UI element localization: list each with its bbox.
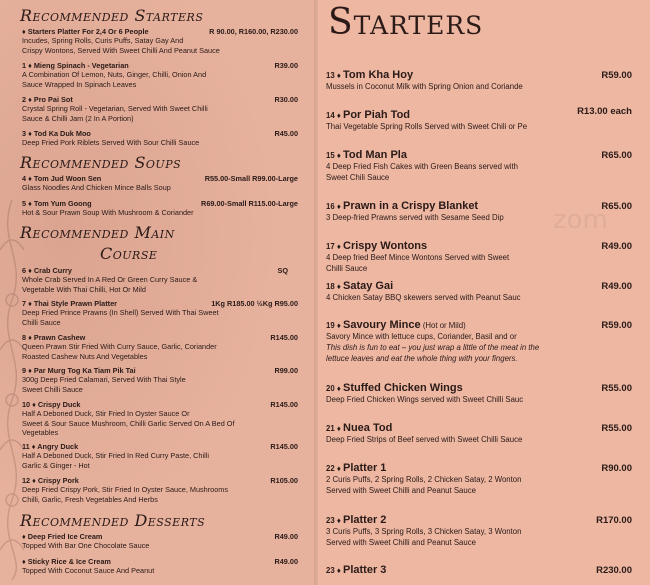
watermark: zom (553, 205, 608, 235)
item-number: 14 ♦ (326, 111, 341, 120)
item-price: R55.00 (601, 423, 632, 434)
recommended-desserts-heading: Recommended Desserts (20, 511, 206, 530)
item-desc: 4 Deep Fried Fish Cakes with Green Beans served with (326, 162, 518, 171)
item-price: R49.00 (601, 241, 632, 252)
item-desc: Crystal Spring Roll - Vegetarian, Served With Sweet Chilli (22, 104, 208, 114)
item-name: Tod Man Pla (343, 149, 407, 161)
item-title: 1 ♦ Mieng Spinach - Vegetarian (22, 61, 129, 70)
item-price: R30.00 (274, 95, 298, 104)
item-desc: Sweet Chilli Sauce (22, 384, 83, 394)
item-number: 15 ♦ (326, 151, 341, 160)
item-name: Platter 2 (343, 514, 387, 526)
item-desc: Sweet & Sour Sauce Mushroom, Chilli Garlic Served On A Bed Of (22, 418, 235, 428)
menu-item (22, 333, 298, 361)
item-price: R65.00 (601, 150, 632, 161)
item-price: R170.00 (596, 515, 632, 526)
starters-title: Starters (328, 2, 484, 43)
item-price: R49.00 (274, 557, 298, 566)
item-desc: Garlic & Ginger - Hot (22, 460, 90, 470)
item-desc: Chilli, Garlic, Fresh Vegetables And Herbs (22, 494, 158, 504)
item-number: 18 ♦ (326, 282, 341, 291)
item-title: ♦ Starters Platter For 2,4 Or 6 People (22, 27, 149, 36)
item-price: R105.00 (270, 476, 298, 485)
item-desc: Whole Crab Served In A Red Or Green Curry Sauce & (22, 275, 198, 285)
recommended-soups-heading: Recommended Soups (20, 153, 182, 172)
item-desc: Topped With Bar One Chocolate Sauce (22, 541, 150, 551)
item-desc: 4 Deep fried Beef Mince Wontons Served with Sweet (326, 253, 510, 262)
item-title: 4 ♦ Tom Jud Woon Sen (22, 174, 102, 183)
item-desc: 3 Deep-fried Prawns served with Sesame Seed Dip (326, 213, 504, 222)
menu-item (326, 383, 644, 405)
menu-item (326, 423, 644, 445)
menu-item (326, 201, 644, 223)
item-desc: Deep Fried Strips of Beef served with Sweet Chilli Sauce (326, 435, 523, 444)
menu-item (22, 174, 298, 193)
item-desc: Hot & Sour Prawn Soup With Mushroom & Coriander (22, 208, 194, 218)
item-price: R65.00 (601, 201, 632, 212)
menu-item (22, 129, 298, 148)
item-name: Savoury Mince (343, 319, 421, 331)
right-menu-panel (318, 0, 650, 585)
item-desc: Glass Noodles And Chicken Mince Balls Soup (22, 183, 171, 193)
item-price: R59.00 (601, 70, 632, 81)
item-price: R59.00 (601, 320, 632, 331)
menu-item (22, 61, 298, 89)
item-price: R69.00-Small R115.00-Large (201, 199, 298, 208)
item-price: SQ (277, 266, 288, 275)
menu-item (22, 199, 298, 218)
item-desc: 3 Curis Puffs, 3 Spring Rolls, 3 Chicken Satay, 3 Wonton (326, 527, 522, 536)
menu-item (22, 557, 298, 576)
item-desc: Vegetable With Thai Chilli, Hot Or Mild (22, 284, 146, 294)
menu-item (22, 476, 298, 504)
item-desc: Deep Fried Prince Prawns (In Shell) Served With Thai Sweet (22, 308, 219, 318)
item-desc: Queen Prawn Stir Fried With Curry Sauce, Garlic, Coriander (22, 342, 217, 352)
item-note-italic: This dish is fun to eat – you just wrap a little of the meat in the (326, 343, 540, 352)
item-price: R13.00 each (577, 106, 632, 117)
item-number: 20 ♦ (326, 384, 341, 393)
item-desc: Deep Fried Chicken Wings served with Sweet Chilli Sauc (326, 395, 524, 404)
item-price: R39.00 (274, 61, 298, 70)
item-number: 21 ♦ (326, 424, 341, 433)
item-price: R55.00-Small R99.00-Large (204, 174, 298, 183)
item-title: 2 ♦ Pro Pai Sot (22, 95, 73, 104)
menu-item (326, 515, 644, 548)
course-heading: Course (100, 244, 158, 263)
item-desc: Vegetables (22, 428, 59, 438)
item-desc: Savory Mince with lettuce cups, Coriander, Basil and or (326, 332, 517, 341)
item-price: R55.00 (601, 383, 632, 394)
item-name: Por Piah Tod (343, 109, 411, 121)
item-title: 12 ♦ Crispy Pork (22, 476, 79, 485)
item-price: R45.00 (274, 129, 298, 138)
item-title: ♦ Sticky Rice & Ice Cream (22, 557, 111, 566)
menu-item (326, 463, 644, 496)
item-note-italic: lettuce leaves and eat the whole thing with your fingers. (326, 354, 518, 363)
item-title: ♦ Deep Fried Ice Cream (22, 532, 103, 541)
item-name: Crispy Wontons (343, 240, 428, 252)
item-name: Tom Kha Hoy (343, 69, 414, 81)
item-title: 9 ♦ Par Murg Tog Ka Tiam Pik Tai (22, 366, 136, 375)
menu-item (326, 565, 644, 576)
item-name: Platter 3 (343, 564, 387, 576)
item-name: Nuea Tod (343, 422, 393, 434)
menu-item (326, 106, 644, 132)
item-desc: Mussels in Coconut Milk with Spring Onion and Coriande (326, 82, 523, 91)
item-price: R49.00 (601, 281, 632, 292)
item-price: R90.00 (601, 463, 632, 474)
menu-item (326, 320, 644, 364)
menu-item (326, 70, 644, 92)
item-number: 23 ♦ (326, 516, 341, 525)
item-price: R99.00 (274, 366, 298, 375)
item-desc: Half A Deboned Duck, Stir Fried In Red Curry Paste, Chilli (22, 451, 209, 461)
item-number: 19 ♦ (326, 321, 341, 330)
item-price: R230.00 (596, 565, 632, 576)
item-desc: Half A Deboned Duck, Stir Fried In Oyster Sauce Or (22, 409, 190, 419)
menu-item (22, 442, 298, 470)
item-title: 5 ♦ Tom Yum Goong (22, 199, 92, 208)
item-number: 22 ♦ (326, 464, 341, 473)
item-title: 11 ♦ Angry Duck (22, 442, 79, 451)
item-desc: Deep Fried Pork Riblets Served With Sour Chilli Sauce (22, 138, 200, 148)
menu-item (22, 532, 298, 551)
menu-item (22, 27, 298, 55)
item-desc: Served with Sweet Chilli and Peanut Sauce (326, 538, 476, 547)
item-desc: 4 Chicken Satay BBQ skewers served with Peanut Sauc (326, 293, 521, 302)
menu-item (326, 150, 644, 183)
item-desc: Deep Fried Crispy Pork, Stir Fried In Oyster Sauce, Mushrooms (22, 485, 228, 495)
item-title: 3 ♦ Tod Ka Duk Moo (22, 129, 91, 138)
item-price: R 90.00, R160.00, R230.00 (209, 27, 298, 36)
item-name: Stuffed Chicken Wings (343, 382, 463, 394)
item-desc: Roasted Cashew Nuts And Vegetables (22, 351, 148, 361)
item-number: 13 ♦ (326, 71, 341, 80)
item-desc: Incudes, Spring Rolls, Curis Puffs, Satay Gay And (22, 36, 184, 46)
item-price: 1Kg R185.00 ½Kg R95.00 (211, 299, 298, 308)
recommended-main-heading: Recommended Main (20, 223, 175, 242)
item-title: 8 ♦ Prawn Cashew (22, 333, 86, 342)
item-desc: Sauce & Chilli Jam (2 In A Portion) (22, 113, 134, 123)
item-desc: 300g Deep Fried Calamari, Served With Thai Style (22, 375, 186, 385)
menu-item (326, 281, 644, 303)
left-menu-panel (0, 0, 318, 585)
item-price: R145.00 (270, 400, 298, 409)
item-name: Platter 1 (343, 462, 387, 474)
item-price: R49.00 (274, 532, 298, 541)
item-desc: A Combination Of Lemon, Nuts, Ginger, Chilli, Onion And (22, 70, 207, 80)
menu-item (22, 366, 298, 394)
item-name: Satay Gai (343, 280, 394, 292)
menu-item (22, 400, 298, 438)
item-title: 10 ♦ Crispy Duck (22, 400, 81, 409)
item-price: R145.00 (270, 442, 298, 451)
item-number: 16 ♦ (326, 202, 341, 211)
menu-item (22, 95, 298, 123)
recommended-starters-heading: Recommended Starters (20, 6, 204, 25)
item-name: Prawn in a Crispy Blanket (343, 200, 479, 212)
item-desc: Chilli Sauce (326, 264, 368, 273)
item-title: 7 ♦ Thai Style Prawn Platter (22, 299, 117, 308)
item-note: (Hot or Mild) (422, 321, 466, 330)
item-desc: Topped With Coconut Sauce And Peanut (22, 566, 155, 576)
item-desc: Thai Vegetable Spring Rolls Served with Sweet Chili or Pe (326, 122, 528, 131)
menu-item (22, 266, 298, 294)
item-desc: Crispy Wontons, Served With Sweet Chilli And Peanut Sauce (22, 45, 220, 55)
item-number: 23 ♦ (326, 566, 341, 575)
item-desc: Sweet Chili Sauce (326, 173, 390, 182)
item-desc: Served with Sweet Chilli and Peanut Sauce (326, 486, 476, 495)
item-title: 6 ♦ Crab Curry (22, 266, 72, 275)
menu-item (326, 241, 644, 274)
item-desc: Sauce Wrapped In Spinach Leaves (22, 79, 137, 89)
item-desc: Chilli Sauce (22, 317, 61, 327)
menu-item (22, 299, 298, 327)
item-price: R145.00 (270, 333, 298, 342)
item-number: 17 ♦ (326, 242, 341, 251)
item-desc: 2 Curis Puffs, 2 Spring Rolls, 2 Chicken Satay, 2 Wonton (326, 475, 522, 484)
